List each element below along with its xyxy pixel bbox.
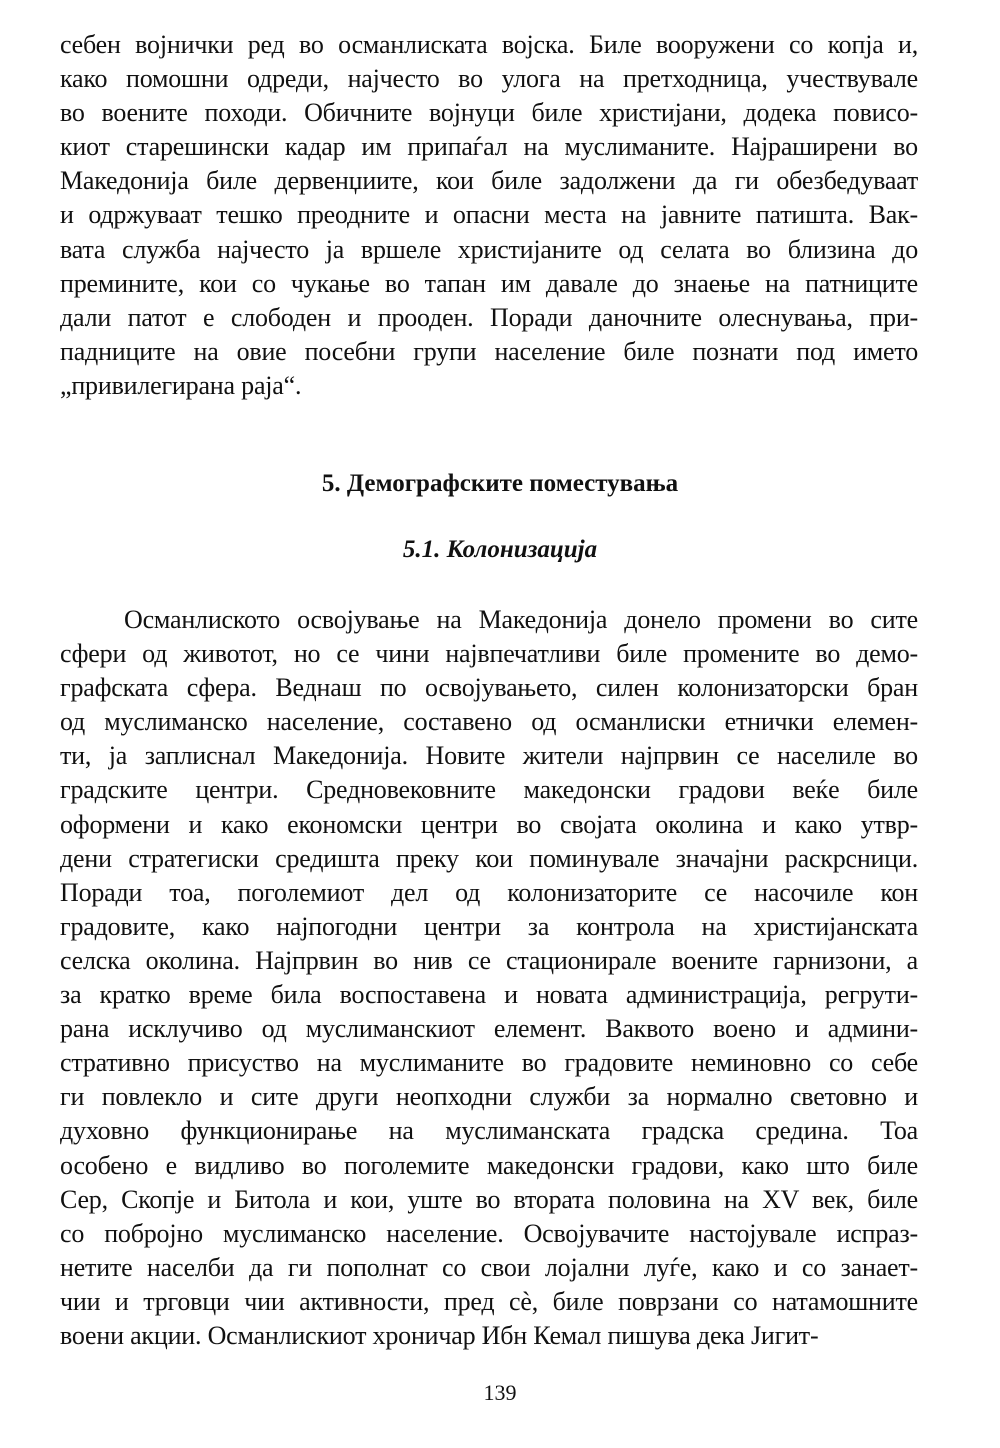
text-line: Поради тоа, поголемиот дел од колонизаторите се насочиле кон <box>60 877 918 907</box>
section-heading: 5. Демографските поместувања <box>321 470 679 497</box>
page-number: 139 <box>483 1380 517 1405</box>
text-line: градските центри. Средновековните македонски градови веќе биле <box>60 775 918 805</box>
text-line: Османлиското освојување на Македонија донело промени во сите <box>124 605 918 634</box>
text-line: рана исклучиво од муслиманскиот елемент. Ваквото воено и админи- <box>60 1014 918 1044</box>
text-line: од муслиманско население, составено од османлиски етнички елемен- <box>60 707 918 737</box>
text-line: особено е видливо во поголемите македонски градови, како што биле <box>60 1150 918 1180</box>
text-line: сфери од животот, но се чини највпечатливи биле промените во демо- <box>60 639 918 669</box>
text-line: себен војнички ред во османлиската војска. Биле вооружени со копја и, <box>60 30 918 59</box>
text-line: Македонија биле дервенџиите, кои биле задолжени да ги обезбедуваат <box>60 166 918 196</box>
text-line: „привилегирана раја“. <box>60 370 302 400</box>
text-line: дени стратегиски средишта преку кои поминувале значајни раскрсници. <box>60 843 918 873</box>
text-line: вата служба најчесто ја вршеле христијаните од селата во близина до <box>60 234 918 264</box>
paragraph-1 <box>60 28 918 403</box>
text-line: со побројно муслиманско население. Освојувачите настојувале испраз- <box>60 1218 918 1248</box>
text-line: градовите, како најпогодни центри за контрола на христијанската <box>60 911 918 941</box>
text-line: графската сфера. Веднаш по освојувањето, силен колонизаторски бран <box>60 673 918 703</box>
text-line: дали патот е слободен и прооден. Поради даночните олеснувања, при- <box>60 302 918 332</box>
text-line: нетите населби да ги пополнат со свои лојални луѓе, како и со занает- <box>60 1252 918 1282</box>
text-line: киот старешински кадар им припаѓал на муслиманите. Најраширени во <box>60 132 918 162</box>
text-line: стративно присуство на муслиманите во градовите неминовно со себе <box>60 1048 918 1078</box>
text-line: премините, кои со чукање во тапан им давале до знаење на патниците <box>60 268 918 298</box>
text-line: за кратко време била воспоставена и новата администрација, регрути- <box>60 980 918 1010</box>
text-line: воени акции. Османлискиот хроничар Ибн Кемал пишува дека Јигит- <box>60 1320 819 1350</box>
text-line: духовно функционирање на муслиманската градска средина. Тоа <box>60 1116 918 1146</box>
text-line: и одржуваат тешко преодните и опасни места на јавните патишта. Вак- <box>60 200 918 230</box>
text-line: селска околина. Најпрвин во нив се стационирале воените гарнизони, а <box>60 945 918 975</box>
paragraph-2 <box>60 603 918 1353</box>
text-line: ти, ја заплиснал Македонија. Новите жители најпрвин се населиле во <box>60 741 918 771</box>
text-line: оформени и како економски центри во својата околина и како утвр- <box>60 809 918 839</box>
text-line: Сер, Скопје и Битола и кои, уште во втората половина на XV век, биле <box>60 1184 918 1214</box>
text-line: како помошни одреди, најчесто во улога на претходница, учествувале <box>60 64 918 94</box>
text-line: ги повлекло и сите други неопходни служби за нормално световно и <box>60 1082 918 1112</box>
subsection-heading: 5.1. Колонизација <box>402 536 598 563</box>
text-line: во воените походи. Обичните војнуци биле христијани, додека повисо- <box>60 98 918 128</box>
text-line: чии и трговци чии активности, пред сѐ, биле поврзани со натамошните <box>60 1286 918 1316</box>
text-line: падниците на овие посебни групи население биле познати под името <box>60 336 918 366</box>
